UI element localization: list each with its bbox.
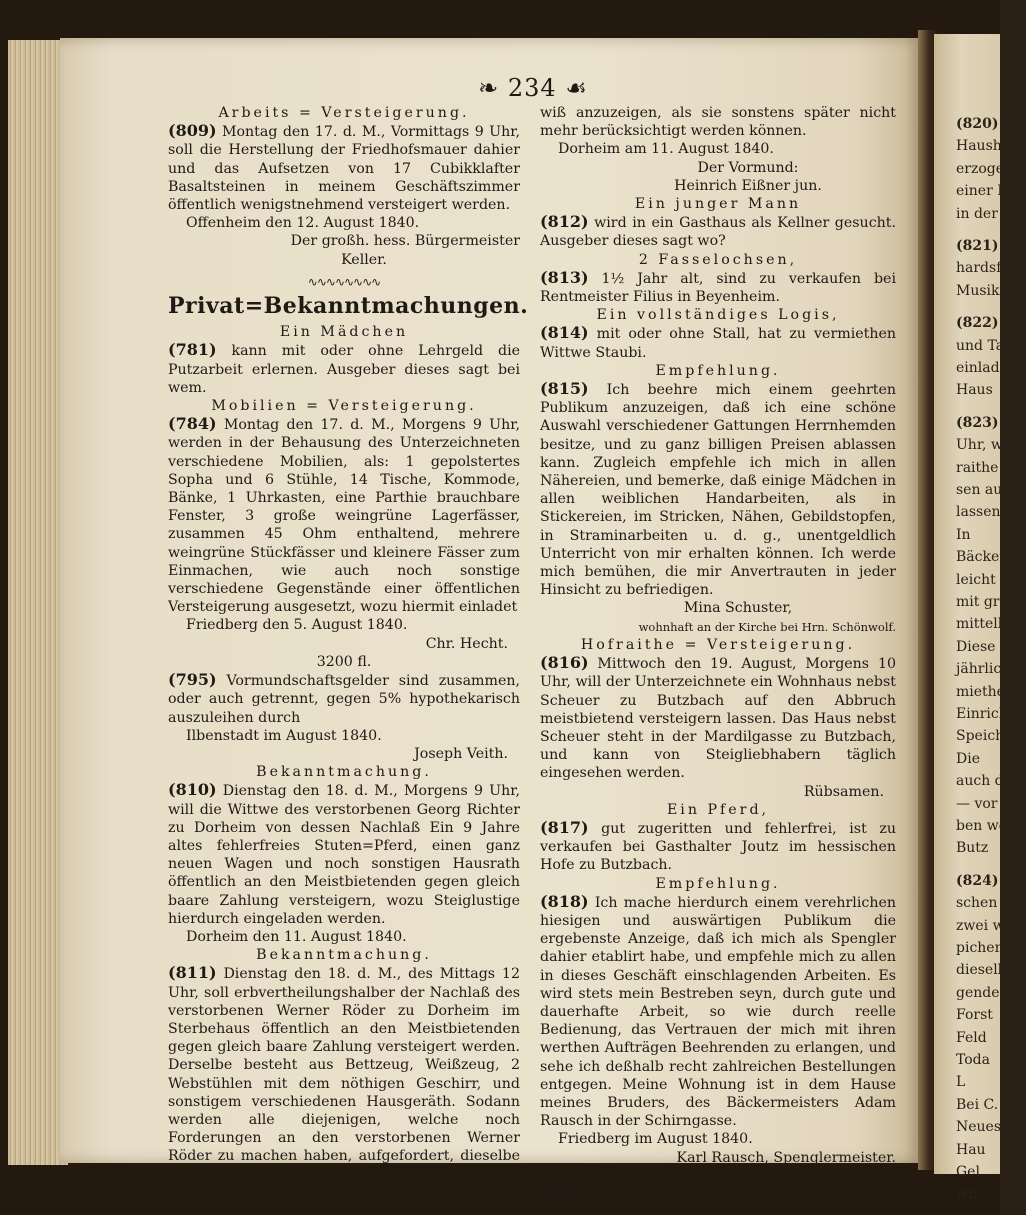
left-column — [168, 104, 529, 1202]
next-page-text-fragment: erzogene — [956, 160, 1022, 177]
notice-title: 2 Fasselochsen, — [638, 251, 798, 268]
notice-signature: Chr. Hecht. — [425, 635, 508, 652]
ornament-left-icon: ❧ — [478, 74, 508, 102]
next-page-text-fragment: (823) — [956, 414, 999, 431]
notice-title: Empfehlung. — [655, 362, 781, 379]
next-page-text-fragment: L — [956, 1074, 966, 1091]
next-page-text-fragment: mittelbar — [956, 616, 1022, 633]
next-page-text-fragment: Speicher — [956, 728, 1020, 745]
notice-811-continued: wiß anzuzeigen, als sie sonstens später nicht mehr berücksichtigt werden können. — [540, 105, 896, 140]
notice-title: 3200 fl. — [316, 653, 372, 670]
notice-signature: Keller. — [341, 251, 387, 268]
next-page-text-fragment: pichen — [956, 940, 1004, 956]
next-page-text-fragment: Neues — [956, 1119, 1002, 1136]
next-page-text-fragment: auch die — [956, 773, 1017, 790]
notice-number: (809) — [168, 121, 217, 141]
ornament-right-icon: ☙ — [556, 74, 588, 102]
notice-signature: Karl Rausch, Spenglermeister. — [676, 1149, 896, 1166]
next-page-text-fragment: Butz — [956, 840, 989, 857]
notice-number: (815) — [540, 379, 589, 399]
next-page-text-fragment: Die — [956, 750, 980, 767]
next-page-text-fragment: Toda — [956, 1052, 990, 1068]
notice-signature-note: wohnhaft an der Kirche bei Hrn. Schönwolf. — [638, 619, 896, 634]
next-page-text-fragment: wir — [956, 1186, 980, 1203]
notice-text: 1½ Jahr alt, sind zu verkaufen bei Rentmeister Filius in Beyenheim. — [540, 270, 896, 306]
next-page-text-fragment: gende F — [956, 984, 1014, 1001]
notice-text: Dienstag den 18. d. M., des Mittags 12 Uhr, soll erbvertheilungshalber der Nachlaß des verstorbenen Werner Röder zu Dorheim im Sterbehaus öffentlich an den Meistbietenden gegen gleich baare Zahlung versteigert werden. Derselbe besteht aus Bettzeug, Weißzeug, 2 Webstühlen mit dem nöthigen Geschirr, und sonstigem verschiedenen Hausgeräth. Sodann werden alle diejenigen, welche noch Forderungen an den verstorbenen Werner Röder zu machen haben, aufgefordert, dieselbe binnen 14 Tagen bei dem Vormund Heinrich Eißner dahier soge= — [168, 966, 520, 1201]
next-page-text-fragment: (821) — [956, 238, 999, 254]
notice-784 — [168, 415, 520, 616]
notice-number: (818) — [540, 891, 589, 911]
notice-title: Mobilien = Versteigerung. — [211, 398, 477, 415]
notice-816 — [540, 654, 896, 782]
next-page-text-fragment: (824) — [956, 872, 999, 889]
next-page-text-fragment: Gel — [956, 1164, 980, 1180]
next-page-text-fragment: Uhr, wir — [956, 437, 1015, 454]
next-page-text-fragment: miethet i — [956, 683, 1020, 700]
notice-place-date: Ilbenstadt im August 1840. — [186, 727, 382, 744]
next-page-text-fragment: (820) — [956, 116, 999, 132]
notice-number: (795) — [168, 670, 217, 690]
next-page-text-fragment: und Tanz — [956, 337, 1021, 354]
notice-812 — [540, 213, 896, 250]
next-page-text-fragment: schen H — [956, 895, 1015, 912]
right-column — [540, 104, 896, 1204]
next-page-text-fragment: einer La — [956, 183, 1015, 200]
notice-place-date: Dorheim am 11. August 1840. — [558, 141, 774, 158]
notice-795 — [168, 671, 520, 727]
next-page-fragment — [934, 34, 1026, 1203]
next-page-text-fragment: Feld — [956, 1029, 987, 1046]
notice-title: Arbeits = Versteigerung. — [218, 105, 470, 121]
notice-place-date: Friedberg im August 1840. — [558, 1131, 753, 1148]
notice-signature: Mina Schuster, — [683, 600, 793, 617]
notice-signature: Joseph Veith. — [414, 745, 508, 762]
page-edges — [8, 40, 68, 1165]
next-page-text-fragment: sen auf — [956, 482, 1008, 498]
next-page-text-fragment: Haushal — [956, 138, 1015, 155]
next-page-text-fragment: Hau — [956, 1141, 986, 1158]
notice-817 — [540, 819, 896, 875]
notice-place-date: Friedberg den 5. August 1840. — [186, 617, 408, 634]
next-page-text-fragment: einladet. — [956, 360, 1018, 376]
notice-signature: Heinrich Eißner jun. — [674, 177, 822, 194]
notice-signature: Der großh. hess. Bürgermeister — [290, 233, 520, 250]
notice-title: Ein junger Mann — [634, 196, 802, 213]
notice-text: hat zu vermiethen Casp. Hofmanns Wtw. — [593, 1186, 887, 1203]
notice-number: (784) — [168, 414, 217, 434]
notice-number: (812) — [540, 212, 589, 232]
notice-place-date: Dorheim den 11. August 1840. — [186, 928, 407, 945]
notice-title: Ein vollständiges Logis, — [596, 307, 840, 324]
page-number — [478, 74, 588, 102]
notice-text: wird in ein Gasthaus als Kellner gesucht. Ausgeber dieses sagt wo? — [540, 215, 896, 250]
notice-title: Empfehlung. — [655, 875, 781, 892]
section-title: Privat=Bekanntmachungen. — [168, 293, 529, 320]
notice-818 — [540, 893, 896, 1131]
notice-title: Ein Mädchen — [279, 324, 409, 341]
notice-title: Hofraithe = Versteigerung. — [580, 636, 856, 653]
next-page-text-fragment: Einrichtu — [956, 706, 1023, 722]
notice-place-date: Offenheim den 12. August 1840. — [186, 215, 420, 232]
next-page-text-fragment: Musik a — [956, 282, 1013, 299]
notice-title: Einen Keller — [655, 1167, 781, 1184]
next-page-text-fragment: Haus — [956, 382, 993, 399]
next-page-text-fragment: Bei C. — [956, 1096, 999, 1113]
divider-ornament: ∿∿∿∿∿∿∿∿ — [307, 274, 381, 289]
notice-text: Montag den 17. d. M., Vormittags 9 Uhr, soll die Herstellung der Friedhofsmauer dahier und das Aufsetzen von 17 Cubikklafter Basaltsteinen in meinem Geschäftszimmer öffentlich wenigstnehmend versteigert werden. — [168, 124, 520, 214]
next-page-text-fragment: jährliche — [956, 661, 1019, 678]
notice-819 — [540, 1185, 896, 1204]
next-page-text-fragment: lassen. — [956, 504, 1005, 521]
notice-number: (810) — [168, 780, 217, 800]
next-page-text-fragment: ben wer — [956, 818, 1014, 834]
notice-number: (817) — [540, 817, 589, 837]
next-page-text-fragment: hardsfor — [956, 260, 1017, 277]
notice-title: Bekanntmachung. — [256, 764, 432, 781]
next-page-text-fragment: Forst — [956, 1007, 993, 1024]
notice-text: Ich beehre mich einem geehrten Publikum anzuzeigen, daß ich eine schöne Auswahl verschiedener Gattungen Herrnhemden besitze, und zu ganz billigen Preisen ablassen kann. Zugleich empfehle ich mich in allen Nähereien, und bemerke, daß einige Mädchen in allen weiblichen Handarbeiten, als in Stickereien, im Stricken, Nähen, Gebildstopfen, in Straminarbeiten u. d. g., unentgeldlich Unterricht von mir erhalten können. Ich werde mich bemühen, die mir Anvertrauten in jeder Hinsicht zu befriedigen. — [540, 382, 896, 599]
notice-title: Ein Pferd, — [666, 801, 770, 818]
notice-813 — [540, 269, 896, 306]
next-page-text-fragment: zwei w — [956, 917, 1005, 934]
notice-text: Ich mache hierdurch einem verehrlichen hiesigen und auswärtigen Publikum die ergebenste Anzeige, daß ich mich als Spengler dahier etablirt habe, und empfehle mich zu allen in dieses Geschäft einschlagenden Arbeiten. Es wird stets mein Bestreben seyn, durch gute und dauerhafte Arbeit, so wie durch reelle Bedienung, das Vertrauen der mich mit ihren werthen Aufträgen Beehrenden zu erlangen, und sehe ich deßhalb recht zahlreichen Bestellungen entgegen. Meine Wohnung ist in dem Hause meines Bruders, des Bäckermeisters Adam Rausch in der Schirngasse. — [540, 894, 896, 1130]
next-page-text-fragment: mit große — [956, 594, 1026, 610]
notice-number: (813) — [540, 267, 589, 287]
next-page-text-fragment: In — [956, 526, 971, 543]
notice-number: (819) — [540, 1183, 589, 1203]
notice-number: (811) — [168, 963, 217, 983]
notice-number: (814) — [540, 323, 589, 343]
notice-814 — [540, 324, 896, 361]
notice-signature: Rübsamen. — [803, 783, 884, 800]
next-page-text-fragment: Diese Ge — [956, 638, 1020, 655]
notice-text: Mittwoch den 19. August, Morgens 10 Uhr, will der Unterzeichnete ein Wohnhaus nebst Scheuer zu Butzbach auf den Abbruch meistbietend versteigern lassen. Das Haus nebst Scheuer steht in der Mardilgasse zu Butzbach, und kann von Steigliebhabern täglich eingesehen werden. — [540, 656, 896, 782]
notice-text: Montag den 17. d. M., Morgens 9 Uhr, werden in der Behausung des Unterzeichneten verschiedene Mobilien, als: 1 gepolstertes Sopha und 6 Stühle, 14 Tische, Kommode, Bänke, 1 Uhrkasten, eine Parthie brauchbare Fenster, 3 große weingrüne Lagerfässer, zusammen 45 Ohm enthaltend, mehrere weingrüne Stückfässer und kleinere Fässer zum Einmachen, wie auch noch sonstige verschiedene Gegenstände einer öffentlichen Versteigerung ausgesetzt, wozu hiermit einladet — [168, 417, 520, 616]
notice-811 — [168, 964, 520, 1202]
next-page-text-fragment: Bäckerei — [956, 549, 1019, 566]
notice-text: Dienstag den 18. d. M., Morgens 9 Uhr, will die Wittwe des verstorbenen Georg Richter zu Dorheim von dessen Nachlaß Ein 9 Jahre altes fehlerfreies Stuten=Pferd, einen ganz neuen Wagen und noch sonstigen Hausrath öffentlich an den Meistbietenden gegen gleich baare Zahlung versteigern, wozu Steiglustige hierdurch eingeladen werden. — [168, 783, 521, 927]
next-page-text-fragment: — vor — [956, 795, 998, 812]
next-page-text-fragment: leicht zu — [956, 571, 1017, 588]
notice-number: (816) — [540, 653, 589, 673]
notice-809 — [168, 122, 520, 214]
notice-text: Vormundschaftsgelder sind zusammen, oder auch getrennt, gegen 5% hypothekarisch auszuleihen durch — [168, 673, 520, 726]
notice-text: mit oder ohne Stall, hat zu vermiethen Wittwe Staubi. — [540, 326, 896, 361]
next-page-text-fragment: (822) — [956, 315, 999, 332]
notice-text: kann mit oder ohne Lehrgeld die Putzarbeit erlernen. Ausgeber dieses sagt bei wem. — [168, 343, 521, 396]
next-page-text-fragment: dieselbe — [956, 962, 1015, 979]
next-page-text-fragment: in der G — [956, 205, 1014, 222]
notice-number: (781) — [168, 340, 217, 360]
next-page-text-fragment: raithe ne — [956, 459, 1021, 476]
notice-title: Bekanntmachung. — [256, 947, 432, 964]
notice-815 — [540, 380, 896, 599]
page-number-text: 234 — [507, 74, 557, 102]
notice-810 — [168, 781, 520, 928]
notice-781 — [168, 341, 520, 397]
notice-signature: Der Vormund: — [697, 159, 799, 176]
notice-text: gut zugeritten und fehlerfrei, ist zu verkaufen bei Gasthalter Joutz im hessischen Hofe zu Butzbach. — [540, 820, 896, 874]
